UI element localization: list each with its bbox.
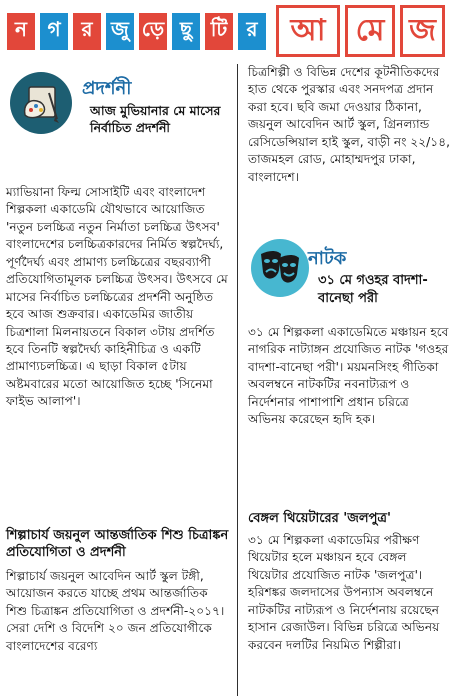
competition-title: শিল্পাচার্য জয়নুল আন্তর্জাতিক শিশু চিত্রাঙ্কন প্রতিযোগিতা ও প্রদর্শনী [6, 528, 229, 560]
bengal-theatre-title: বেঙ্গল থিয়েটারের 'জলপুত্র' [248, 511, 391, 526]
header-letter: টি [205, 13, 233, 50]
header-letter: ন [7, 13, 35, 50]
section-header [0, 0, 450, 62]
header-big-letter: আ [276, 5, 340, 57]
exhibition-title: প্রদর্শনী [82, 78, 132, 99]
header-big-letter: জ [400, 5, 445, 57]
header-letter: ছু [172, 13, 200, 50]
exhibition-subtitle: আজ মুভিয়ানার মে মাসের নির্বাচিত প্রদর্শনী [90, 103, 221, 136]
header-letter: ড়ে [139, 13, 167, 50]
competition-body-continued: চিত্রশিল্পী ও বিভিন্ন দেশের কূটনীতিকদের হাত থেকে পুরস্কার এবং সনদপত্র প্রদান করা হবে। ছবি জমা দেওয়ার ঠিকানা, জয়নুল আবেদিন আর্ট স্কুল, গ্রিনল্যান্ড রেসিডেন্সিয়াল হাই স্কুল, বাড়ী নং ২২/১৪, তাজমহল রোড, মোহাম্মদপুর ঢাকা, বাংলাদেশ। [248, 65, 450, 184]
column-divider [237, 64, 238, 696]
exhibition-body: ম্যাভিয়ানা ফিল্ম সোসাইটি এবং বাংলাদেশ শিল্পকলা একাডেমি যৌথভাবে আয়োজিত 'নতুন চলচ্চিত্র নতুন নির্মাতা চলচ্চিত্র উৎসব' বাংলাদেশের চলচ্চিত্রকারদের নির্মিত স্বল্পদৈর্ঘ্য, পূর্ণদৈর্ঘ্য এবং প্রামাণ্য চলচ্চিত্রের বছরব্যাপী প্রতিযোগিতামূলক চলচ্চিত্র উৎসব। উৎসবে মে মাসের নির্বাচিত চলচ্চিত্রের প্রদর্শনী অনুষ্ঠিত হবে আজ শুক্রবার। একাডেমির জাতীয় চিত্রশালা মিলনায়তনে বিকাল ৩টায় প্রদর্শিত হবে তিনটি স্বল্পদৈর্ঘ্য কাহিনীচিত্র ও একটি প্রামাণ্যচলচ্চিত্র। এ ছাড়া বিকাল ৫টায় অষ্টমবারের মতো আয়োজিত হচ্ছে 'সিনেমা ফাইভ আলাপ'। [6, 185, 228, 409]
theater-masks-icon [251, 239, 309, 297]
header-letter: গ [40, 13, 68, 50]
header-letter: র [73, 13, 101, 50]
drama-body: ৩১ মে শিল্পকলা একাডেমিতে মঞ্চায়ন হবে নাগরিক নাট্যাঙ্গন প্রযোজিত নাটক 'গওহর বাদশা-বানেছা পরী'। ময়মনসিংহ গীতিকা অবলম্বনে নাটকটির নবনাট্যরূপ ও নির্দেশনার পাশাপাশি প্রধান চরিত্রে অভিনয় করেছেন হৃদি হক। [248, 325, 449, 427]
header-letter: র [238, 13, 266, 50]
drama-title: নাটক [308, 248, 347, 269]
competition-body: শিল্পাচার্য জয়নুল আবেদিন আর্ট স্কুল টঙ্গী, আয়োজন করতে যাচ্ছে প্রথম আন্তর্জাতিক শিশু চিত্রাঙ্কন প্রতিযোগিতা ও প্রদর্শনী-২০১৭। সেরা দেশি ও বিদেশি ২০ জন প্রতিযোগীকে বাংলাদেশের বরেণ্য [6, 569, 225, 653]
bengal-theatre-body: ৩১ মে শিল্পকলা একাডেমির পরীক্ষণ থিয়েটার হলে মঞ্চায়ন হবে বেঙ্গল থিয়েটার প্রযোজিত নাটক 'জলপুত্র'। হরিশঙ্কর জলদাসের উপন্যাস অবলম্বনে নাটকটির নাট্যরূপ ও নির্দেশনায় রয়েছেন হাসান রেজাউল। বিভিন্ন চরিত্রে অভিনয় করবেন দলটির নিয়মিত শিল্পীরা। [248, 533, 440, 652]
header-big-letter: মে [345, 5, 395, 57]
palette-paintbrush-icon [10, 72, 72, 134]
header-letter: জু [106, 13, 134, 50]
drama-subtitle: ৩১ মে গওহর বাদশা-বানেছা পরী [318, 273, 428, 306]
